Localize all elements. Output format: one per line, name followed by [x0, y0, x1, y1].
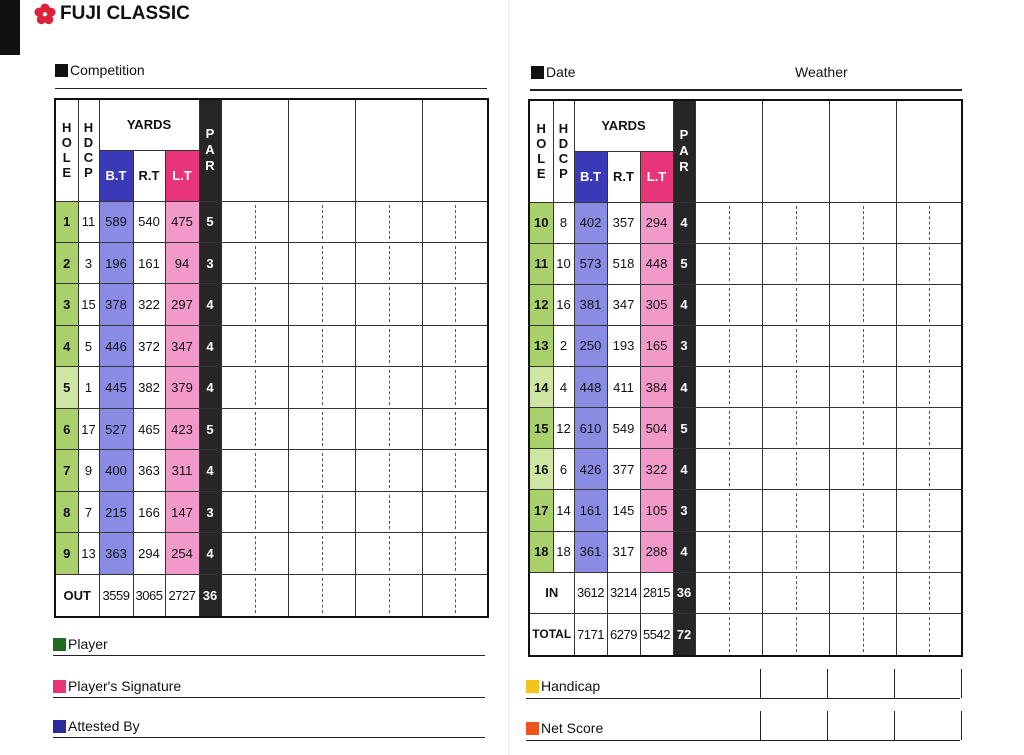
- handicap-value: 4: [553, 367, 574, 408]
- score-entry-cell[interactable]: [762, 284, 829, 325]
- score-entry-cell[interactable]: [422, 325, 488, 366]
- ladies-tee-yards: 94: [165, 242, 199, 283]
- score-entry-cell[interactable]: [221, 367, 288, 408]
- hole-row: [529, 284, 962, 325]
- ladies-tee-yards: 384: [640, 367, 673, 408]
- net-score-box[interactable]: [760, 711, 827, 740]
- attested-field[interactable]: [53, 718, 140, 734]
- ladies-tee-yards: 347: [165, 325, 199, 366]
- net-score-square-icon: [526, 722, 539, 735]
- handicap-value: 18: [553, 531, 574, 572]
- regular-tee-yards: 294: [133, 533, 165, 574]
- score-entry-cell[interactable]: [896, 367, 962, 408]
- back-tee-yards: 196: [99, 242, 133, 283]
- ladies-tee-header: L.T: [165, 150, 199, 201]
- handicap-boxes[interactable]: [760, 669, 962, 698]
- player-field[interactable]: [53, 636, 108, 652]
- score-header-cell[interactable]: [829, 100, 896, 202]
- score-entry-cell[interactable]: [695, 613, 762, 656]
- handicap-square-icon: [526, 680, 539, 693]
- score-entry-cell[interactable]: [829, 408, 896, 449]
- par-value: 3: [199, 242, 221, 283]
- hole-row: [55, 201, 488, 242]
- competition-header: [55, 62, 145, 78]
- ladies-tee-yards: 105: [640, 490, 673, 531]
- score-entry-cell[interactable]: [695, 284, 762, 325]
- hole-number: 12: [529, 284, 553, 325]
- back-tee-total: 3612: [574, 572, 607, 613]
- signature-square-icon: [53, 680, 66, 693]
- attested-square-icon: [53, 720, 66, 733]
- score-entry-cell[interactable]: [896, 243, 962, 284]
- hole-row: [55, 242, 488, 283]
- score-entry-cell[interactable]: [896, 325, 962, 366]
- weather-header: [795, 64, 848, 80]
- back-tee-header: B.T: [99, 150, 133, 201]
- ladies-tee-total: 2727: [165, 574, 199, 617]
- hole-row: [529, 449, 962, 490]
- score-entry-cell[interactable]: [695, 490, 762, 531]
- hole-row: [55, 491, 488, 532]
- regular-tee-yards: 166: [133, 491, 165, 532]
- handicap-value: 8: [553, 202, 574, 243]
- regular-tee-total: 3065: [133, 574, 165, 617]
- score-entry-cell[interactable]: [288, 533, 355, 574]
- hole-number: 2: [55, 242, 78, 283]
- player-rule: [53, 655, 485, 656]
- regular-tee-yards: 161: [133, 242, 165, 283]
- back-tee-header: B.T: [574, 151, 607, 202]
- net-score-box[interactable]: [894, 711, 962, 740]
- par-value: 4: [199, 367, 221, 408]
- score-entry-cell[interactable]: [221, 201, 288, 242]
- hole-row: [55, 450, 488, 491]
- hole-number: 11: [529, 243, 553, 284]
- handicap-value: 13: [78, 533, 99, 574]
- score-entry-cell[interactable]: [829, 490, 896, 531]
- par-value: 4: [199, 284, 221, 325]
- score-entry-cell[interactable]: [695, 449, 762, 490]
- score-entry-cell[interactable]: [896, 613, 962, 656]
- score-entry-cell[interactable]: [695, 243, 762, 284]
- back-tee-yards: 446: [99, 325, 133, 366]
- back-tee-yards: 161: [574, 490, 607, 531]
- score-entry-cell[interactable]: [762, 531, 829, 572]
- back-tee-yards: 448: [574, 367, 607, 408]
- handicap-value: 9: [78, 450, 99, 491]
- score-entry-cell[interactable]: [422, 367, 488, 408]
- par-value: 3: [673, 490, 695, 531]
- regular-tee-header: R.T: [133, 150, 165, 201]
- handicap-rule: [526, 698, 960, 699]
- net-score-field[interactable]: [526, 720, 603, 736]
- ladies-tee-yards: 297: [165, 284, 199, 325]
- score-entry-cell[interactable]: [762, 613, 829, 656]
- par-total: 36: [199, 574, 221, 617]
- hole-column-header: H O L E: [529, 100, 553, 202]
- page-fold: [508, 0, 510, 755]
- hole-number: 6: [55, 408, 78, 449]
- handicap-value: 15: [78, 284, 99, 325]
- regular-tee-header: R.T: [607, 151, 640, 202]
- score-entry-cell[interactable]: [896, 202, 962, 243]
- par-value: 4: [199, 325, 221, 366]
- hole-row: [529, 490, 962, 531]
- back-tee-yards: 589: [99, 201, 133, 242]
- back-tee-yards: 445: [99, 367, 133, 408]
- handicap-value: 7: [78, 491, 99, 532]
- score-entry-cell[interactable]: [221, 491, 288, 532]
- score-entry-cell[interactable]: [695, 325, 762, 366]
- score-entry-cell[interactable]: [355, 408, 422, 449]
- back-tee-yards: 361: [574, 531, 607, 572]
- hole-row: [55, 325, 488, 366]
- handicap-value: 12: [553, 408, 574, 449]
- score-header-cell[interactable]: [288, 99, 355, 201]
- score-entry-cell[interactable]: [829, 531, 896, 572]
- score-entry-cell[interactable]: [829, 284, 896, 325]
- hole-row: [55, 284, 488, 325]
- score-entry-cell[interactable]: [288, 201, 355, 242]
- score-entry-cell[interactable]: [422, 533, 488, 574]
- back-tee-yards: 381: [574, 284, 607, 325]
- ladies-tee-header: L.T: [640, 151, 673, 202]
- score-header-cell[interactable]: [355, 99, 422, 201]
- score-entry-cell[interactable]: [288, 491, 355, 532]
- ladies-tee-total: 2815: [640, 572, 673, 613]
- total-label: TOTAL: [529, 613, 574, 656]
- hole-row: [55, 367, 488, 408]
- regular-tee-yards: 549: [607, 408, 640, 449]
- square-bullet-icon: [55, 64, 68, 77]
- par-value: 4: [673, 367, 695, 408]
- regular-tee-yards: 518: [607, 243, 640, 284]
- ladies-tee-yards: 504: [640, 408, 673, 449]
- score-entry-cell[interactable]: [829, 367, 896, 408]
- hole-row: [529, 531, 962, 572]
- hole-number: 9: [55, 533, 78, 574]
- ladies-tee-yards: 165: [640, 325, 673, 366]
- score-entry-cell[interactable]: [762, 408, 829, 449]
- score-entry-cell[interactable]: [355, 325, 422, 366]
- ladies-tee-yards: 305: [640, 284, 673, 325]
- par-value: 4: [673, 531, 695, 572]
- regular-tee-total: 6279: [607, 613, 640, 656]
- back-tee-yards: 215: [99, 491, 133, 532]
- date-label: Date: [546, 64, 576, 80]
- ladies-tee-yards: 448: [640, 243, 673, 284]
- in-total-row: [529, 572, 962, 613]
- brand-name: FUJI CLASSIC: [60, 3, 190, 24]
- score-entry-cell[interactable]: [762, 325, 829, 366]
- score-header-cell[interactable]: [762, 100, 829, 202]
- ladies-tee-total: 5542: [640, 613, 673, 656]
- score-header-cell[interactable]: [422, 99, 488, 201]
- handicap-value: 10: [553, 243, 574, 284]
- score-entry-cell[interactable]: [288, 325, 355, 366]
- date-rule: [530, 89, 962, 91]
- signature-label: Player's Signature: [68, 678, 182, 694]
- score-entry-cell[interactable]: [221, 408, 288, 449]
- ladies-tee-yards: 147: [165, 491, 199, 532]
- handicap-value: 16: [553, 284, 574, 325]
- ladies-tee-yards: 311: [165, 450, 199, 491]
- back-tee-yards: 610: [574, 408, 607, 449]
- hole-number: 17: [529, 490, 553, 531]
- regular-tee-total: 3214: [607, 572, 640, 613]
- back-tee-yards: 400: [99, 450, 133, 491]
- score-entry-cell[interactable]: [355, 201, 422, 242]
- score-entry-cell[interactable]: [762, 572, 829, 613]
- yards-column-header: YARDS: [574, 100, 673, 151]
- score-entry-cell[interactable]: [288, 450, 355, 491]
- par-value: 4: [199, 533, 221, 574]
- score-header-cell[interactable]: [695, 100, 762, 202]
- out-total-row: [55, 574, 488, 617]
- hole-number: 14: [529, 367, 553, 408]
- score-entry-cell[interactable]: [762, 449, 829, 490]
- par-value: 4: [673, 449, 695, 490]
- signature-field[interactable]: [53, 678, 181, 694]
- handicap-field[interactable]: [526, 678, 600, 694]
- par-total: 36: [673, 572, 695, 613]
- handicap-value: 14: [553, 490, 574, 531]
- hole-number: 4: [55, 325, 78, 366]
- par-total: 72: [673, 613, 695, 656]
- regular-tee-yards: 363: [133, 450, 165, 491]
- hole-column-header: H O L E: [55, 99, 78, 201]
- score-entry-cell[interactable]: [422, 242, 488, 283]
- score-entry-cell[interactable]: [355, 491, 422, 532]
- hole-row: [55, 533, 488, 574]
- score-entry-cell[interactable]: [422, 491, 488, 532]
- par-value: 4: [673, 284, 695, 325]
- regular-tee-yards: 540: [133, 201, 165, 242]
- score-entry-cell[interactable]: [695, 408, 762, 449]
- hole-number: 10: [529, 202, 553, 243]
- handicap-label: Handicap: [541, 678, 601, 694]
- score-entry-cell[interactable]: [288, 242, 355, 283]
- score-entry-cell[interactable]: [288, 284, 355, 325]
- ladies-tee-yards: 379: [165, 367, 199, 408]
- score-entry-cell[interactable]: [762, 490, 829, 531]
- par-value: 3: [673, 325, 695, 366]
- regular-tee-yards: 465: [133, 408, 165, 449]
- handicap-value: 3: [78, 242, 99, 283]
- par-column-header: P A R: [673, 100, 695, 202]
- score-entry-cell[interactable]: [762, 367, 829, 408]
- date-header: [531, 64, 576, 80]
- hole-number: 15: [529, 408, 553, 449]
- back-tee-yards: 573: [574, 243, 607, 284]
- regular-tee-yards: 357: [607, 202, 640, 243]
- handicap-value: 17: [78, 408, 99, 449]
- hole-number: 7: [55, 450, 78, 491]
- ladies-tee-yards: 254: [165, 533, 199, 574]
- score-entry-cell[interactable]: [288, 574, 355, 617]
- score-entry-cell[interactable]: [221, 284, 288, 325]
- score-header-cell[interactable]: [896, 100, 962, 202]
- par-value: 5: [673, 243, 695, 284]
- hole-number: 13: [529, 325, 553, 366]
- score-entry-cell[interactable]: [896, 531, 962, 572]
- hole-number: 8: [55, 491, 78, 532]
- handicap-box[interactable]: [760, 669, 827, 698]
- yards-column-header: YARDS: [99, 99, 199, 150]
- handicap-box[interactable]: [894, 669, 962, 698]
- hole-row: [529, 367, 962, 408]
- total-label: OUT: [55, 574, 99, 617]
- par-value: 4: [673, 202, 695, 243]
- regular-tee-yards: 317: [607, 531, 640, 572]
- back-nine-page: [512, 0, 1024, 755]
- score-entry-cell[interactable]: [221, 325, 288, 366]
- par-value: 5: [199, 408, 221, 449]
- par-value: 3: [199, 491, 221, 532]
- score-entry-cell[interactable]: [896, 490, 962, 531]
- hole-number: 3: [55, 284, 78, 325]
- score-entry-cell[interactable]: [695, 572, 762, 613]
- handicap-value: 11: [78, 201, 99, 242]
- regular-tee-yards: 377: [607, 449, 640, 490]
- net-score-box[interactable]: [827, 711, 894, 740]
- player-square-icon: [53, 638, 66, 651]
- ladies-tee-yards: 475: [165, 201, 199, 242]
- score-entry-cell[interactable]: [422, 574, 488, 617]
- hole-number: 18: [529, 531, 553, 572]
- par-value: 4: [199, 450, 221, 491]
- handicap-value: 1: [78, 367, 99, 408]
- score-entry-cell[interactable]: [762, 202, 829, 243]
- ladies-tee-yards: 288: [640, 531, 673, 572]
- score-entry-cell[interactable]: [829, 449, 896, 490]
- score-entry-cell[interactable]: [695, 367, 762, 408]
- score-entry-cell[interactable]: [695, 531, 762, 572]
- hole-row: [529, 243, 962, 284]
- ladies-tee-yards: 294: [640, 202, 673, 243]
- grand-total-row: [529, 613, 962, 656]
- back-tee-yards: 378: [99, 284, 133, 325]
- ladies-tee-yards: 423: [165, 408, 199, 449]
- back-tee-total: 7171: [574, 613, 607, 656]
- score-entry-cell[interactable]: [695, 202, 762, 243]
- score-entry-cell[interactable]: [288, 408, 355, 449]
- net-score-label: Net Score: [541, 720, 604, 736]
- score-entry-cell[interactable]: [355, 367, 422, 408]
- handicap-value: 2: [553, 325, 574, 366]
- score-entry-cell[interactable]: [762, 243, 829, 284]
- front-nine-scorecard: [54, 98, 489, 618]
- score-entry-cell[interactable]: [355, 450, 422, 491]
- competition-label: Competition: [70, 62, 145, 78]
- attested-label: Attested By: [68, 718, 140, 734]
- score-entry-cell[interactable]: [896, 408, 962, 449]
- score-entry-cell[interactable]: [355, 574, 422, 617]
- score-entry-cell[interactable]: [355, 533, 422, 574]
- regular-tee-yards: 193: [607, 325, 640, 366]
- weather-label: Weather: [795, 64, 848, 80]
- par-column-header: P A R: [199, 99, 221, 201]
- hole-number: 16: [529, 449, 553, 490]
- score-entry-cell[interactable]: [422, 201, 488, 242]
- score-entry-cell[interactable]: [829, 613, 896, 656]
- back-tee-yards: 426: [574, 449, 607, 490]
- regular-tee-yards: 347: [607, 284, 640, 325]
- back-tee-total: 3559: [99, 574, 133, 617]
- hole-row: [55, 408, 488, 449]
- hole-row: [529, 202, 962, 243]
- par-value: 5: [673, 408, 695, 449]
- hdcp-column-header: H D C P: [78, 99, 99, 201]
- back-tee-yards: 250: [574, 325, 607, 366]
- hole-number: 1: [55, 201, 78, 242]
- handicap-value: 6: [553, 449, 574, 490]
- score-entry-cell[interactable]: [896, 572, 962, 613]
- score-entry-cell[interactable]: [221, 450, 288, 491]
- score-entry-cell[interactable]: [288, 367, 355, 408]
- score-entry-cell[interactable]: [221, 574, 288, 617]
- back-tee-yards: 527: [99, 408, 133, 449]
- regular-tee-yards: 322: [133, 284, 165, 325]
- score-entry-cell[interactable]: [829, 325, 896, 366]
- score-entry-cell[interactable]: [355, 284, 422, 325]
- score-entry-cell[interactable]: [829, 572, 896, 613]
- back-nine-scorecard: [528, 99, 963, 657]
- score-entry-cell[interactable]: [422, 408, 488, 449]
- total-label: IN: [529, 572, 574, 613]
- hole-row: [529, 408, 962, 449]
- regular-tee-yards: 145: [607, 490, 640, 531]
- net-score-rule: [526, 740, 960, 741]
- player-label: Player: [68, 636, 108, 652]
- signature-rule: [53, 697, 485, 698]
- regular-tee-yards: 411: [607, 367, 640, 408]
- ladies-tee-yards: 322: [640, 449, 673, 490]
- score-entry-cell[interactable]: [896, 449, 962, 490]
- back-tee-yards: 402: [574, 202, 607, 243]
- hole-number: 5: [55, 367, 78, 408]
- handicap-value: 5: [78, 325, 99, 366]
- score-entry-cell[interactable]: [896, 284, 962, 325]
- score-entry-cell[interactable]: [829, 243, 896, 284]
- handicap-box[interactable]: [827, 669, 894, 698]
- competition-rule: [55, 88, 487, 89]
- score-entry-cell[interactable]: [355, 242, 422, 283]
- hole-row: [529, 325, 962, 366]
- hdcp-column-header: H D C P: [553, 100, 574, 202]
- back-tee-yards: 363: [99, 533, 133, 574]
- regular-tee-yards: 382: [133, 367, 165, 408]
- attested-rule: [53, 737, 485, 738]
- score-entry-cell[interactable]: [422, 284, 488, 325]
- net-score-boxes[interactable]: [760, 711, 962, 740]
- par-value: 5: [199, 201, 221, 242]
- regular-tee-yards: 372: [133, 325, 165, 366]
- score-entry-cell[interactable]: [829, 202, 896, 243]
- square-bullet-icon: [531, 66, 544, 79]
- front-nine-page: [0, 0, 508, 755]
- score-header-cell[interactable]: [221, 99, 288, 201]
- score-entry-cell[interactable]: [422, 450, 488, 491]
- score-entry-cell[interactable]: [221, 533, 288, 574]
- score-entry-cell[interactable]: [221, 242, 288, 283]
